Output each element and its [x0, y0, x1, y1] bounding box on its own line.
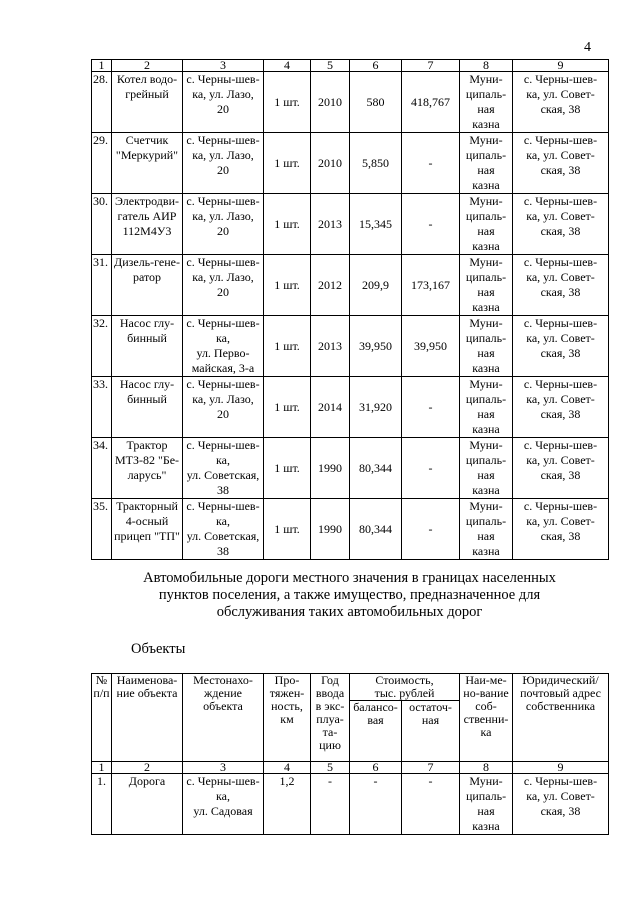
cell-basis: Муни- ципаль- ная казна	[460, 194, 513, 255]
column-number: 4	[264, 762, 311, 774]
column-number: 9	[513, 762, 609, 774]
cell-year: 1990	[311, 438, 350, 499]
cell-residual: 418,767	[402, 72, 460, 133]
cell-location: с. Черны-шев- ка, ул. Перво- майская, 3-а	[183, 316, 264, 377]
cell-residual: 39,950	[402, 316, 460, 377]
cell-no: 34.	[92, 438, 112, 499]
table-row	[92, 316, 609, 377]
column-number: 9	[513, 60, 609, 72]
table-row	[92, 72, 609, 133]
header-basis: Наи-ме- но-вание соб- ственни- ка	[460, 674, 513, 762]
cell-basis: Муни- ципаль- ная казна	[460, 438, 513, 499]
cell-qty: 1 шт.	[264, 499, 311, 560]
table-row	[92, 377, 609, 438]
cell-name: Трактор МТЗ-82 "Бе- ларусь"	[112, 438, 183, 499]
cell-location: с. Черны-шев- ка, ул. Советская, 38	[183, 499, 264, 560]
cell-balance: 31,920	[350, 377, 402, 438]
cell-owner: с. Черны-шев- ка, ул. Совет- ская, 38	[513, 133, 609, 194]
cell-residual: -	[402, 499, 460, 560]
cell-balance: 80,344	[350, 438, 402, 499]
header-no: № п/п	[92, 674, 112, 762]
cell-name: Насос глу- бинный	[112, 377, 183, 438]
cell-qty: 1 шт.	[264, 438, 311, 499]
header-owner: Юридический/ почтовый адрес собственника	[513, 674, 609, 762]
cell-balance: 15,345	[350, 194, 402, 255]
cell-no: 31.	[92, 255, 112, 316]
column-number: 6	[350, 60, 402, 72]
cell-location: с. Черны-шев- ка, ул. Лазо, 20	[183, 72, 264, 133]
cell-balance: -	[350, 774, 402, 835]
cell-residual: 173,167	[402, 255, 460, 316]
cell-qty: 1 шт.	[264, 377, 311, 438]
header-location: Местонахо- ждение объекта	[183, 674, 264, 762]
cell-qty: 1 шт.	[264, 255, 311, 316]
cell-basis: Муни- ципаль- ная казна	[460, 316, 513, 377]
column-number: 1	[92, 60, 112, 72]
cell-residual: -	[402, 774, 460, 835]
table-row	[92, 438, 609, 499]
cell-name: Котел водо- грейный	[112, 72, 183, 133]
column-number: 4	[264, 60, 311, 72]
cell-residual: -	[402, 194, 460, 255]
cell-qty: 1 шт.	[264, 316, 311, 377]
cell-residual: -	[402, 133, 460, 194]
table-row	[92, 194, 609, 255]
column-number-row	[92, 60, 609, 72]
cell-residual: -	[402, 438, 460, 499]
cell-no: 35.	[92, 499, 112, 560]
cell-name: Электродви- гатель АИР 112М4У3	[112, 194, 183, 255]
cell-location: с. Черны-шев- ка, ул. Советская, 38	[183, 438, 264, 499]
cell-name: Дизель-гене- ратор	[112, 255, 183, 316]
cell-no: 29.	[92, 133, 112, 194]
cell-year: 1990	[311, 499, 350, 560]
cell-no: 33.	[92, 377, 112, 438]
column-number: 7	[402, 60, 460, 72]
cell-no: 32.	[92, 316, 112, 377]
cell-balance: 209,9	[350, 255, 402, 316]
cell-balance: 80,344	[350, 499, 402, 560]
cell-basis: Муни- ципаль- ная казна	[460, 72, 513, 133]
page-number: 4	[584, 40, 591, 55]
cell-length: 1,2	[264, 774, 311, 835]
header-residual: остаточ- ная	[402, 701, 460, 762]
cell-year: 2014	[311, 377, 350, 438]
cell-residual: -	[402, 377, 460, 438]
cell-year: 2013	[311, 316, 350, 377]
cell-year: -	[311, 774, 350, 835]
section-heading: Автомобильные дороги местного значения в границах населенных пунктов поселения, а также имущество, предназначенное для обслуживания таких автомобильных дорог	[143, 570, 556, 620]
cell-owner: с. Черны-шев- ка, ул. Совет- ская, 38	[513, 194, 609, 255]
cell-year: 2012	[311, 255, 350, 316]
cell-no: 1.	[92, 774, 112, 835]
header-cost: Стоимость, тыс. рублей	[350, 674, 460, 701]
cell-qty: 1 шт.	[264, 72, 311, 133]
cell-qty: 1 шт.	[264, 194, 311, 255]
cell-year: 2010	[311, 72, 350, 133]
cell-no: 30.	[92, 194, 112, 255]
cell-year: 2013	[311, 194, 350, 255]
cell-year: 2010	[311, 133, 350, 194]
column-number: 7	[402, 762, 460, 774]
header-name: Наименова- ние объекта	[112, 674, 183, 762]
column-number: 2	[112, 762, 183, 774]
cell-location: с. Черны-шев- ка, ул. Лазо, 20	[183, 194, 264, 255]
cell-balance: 5,850	[350, 133, 402, 194]
column-number: 5	[311, 762, 350, 774]
header-length: Про- тяжен- ность, км	[264, 674, 311, 762]
property-table	[91, 59, 609, 560]
cell-owner: с. Черны-шев- ка, ул. Совет- ская, 38	[513, 316, 609, 377]
column-number-row	[92, 762, 609, 774]
column-number: 3	[183, 60, 264, 72]
table-row	[92, 255, 609, 316]
table-row	[92, 133, 609, 194]
cell-location: с. Черны-шев- ка, ул. Лазо, 20	[183, 255, 264, 316]
cell-basis: Муни- ципаль- ная казна	[460, 377, 513, 438]
header-year: Год ввода в экс- плуа- та- цию	[311, 674, 350, 762]
roads-table	[91, 673, 609, 835]
cell-owner: с. Черны-шев- ка, ул. Совет- ская, 38	[513, 438, 609, 499]
cell-name: Тракторный 4-осный прицеп "ТП"	[112, 499, 183, 560]
column-number: 8	[460, 762, 513, 774]
cell-balance: 39,950	[350, 316, 402, 377]
column-number: 1	[92, 762, 112, 774]
cell-name: Насос глу- бинный	[112, 316, 183, 377]
cell-no: 28.	[92, 72, 112, 133]
objects-label: Объекты	[131, 641, 186, 657]
column-number: 3	[183, 762, 264, 774]
cell-location: с. Черны-шев- ка, ул. Лазо, 20	[183, 133, 264, 194]
cell-basis: Муни- ципаль- ная казна	[460, 133, 513, 194]
header-balance: балансо- вая	[350, 701, 402, 762]
table-row	[92, 499, 609, 560]
cell-owner: с. Черны-шев- ка, ул. Совет- ская, 38	[513, 774, 609, 835]
column-number: 6	[350, 762, 402, 774]
cell-owner: с. Черны-шев- ка, ул. Совет- ская, 38	[513, 499, 609, 560]
cell-location: с. Черны-шев- ка, ул. Лазо, 20	[183, 377, 264, 438]
cell-qty: 1 шт.	[264, 133, 311, 194]
cell-balance: 580	[350, 72, 402, 133]
cell-name: Дорога	[112, 774, 183, 835]
cell-owner: с. Черны-шев- ка, ул. Совет- ская, 38	[513, 255, 609, 316]
column-number: 5	[311, 60, 350, 72]
cell-basis: Муни- ципаль- ная казна	[460, 774, 513, 835]
cell-basis: Муни- ципаль- ная казна	[460, 255, 513, 316]
cell-basis: Муни- ципаль- ная казна	[460, 499, 513, 560]
column-number: 2	[112, 60, 183, 72]
header-row	[92, 674, 609, 701]
cell-location: с. Черны-шев- ка, ул. Садовая	[183, 774, 264, 835]
cell-name: Счетчик "Меркурий"	[112, 133, 183, 194]
cell-owner: с. Черны-шев- ка, ул. Совет- ская, 38	[513, 72, 609, 133]
column-number: 8	[460, 60, 513, 72]
cell-owner: с. Черны-шев- ка, ул. Совет- ская, 38	[513, 377, 609, 438]
table-row	[92, 774, 609, 835]
